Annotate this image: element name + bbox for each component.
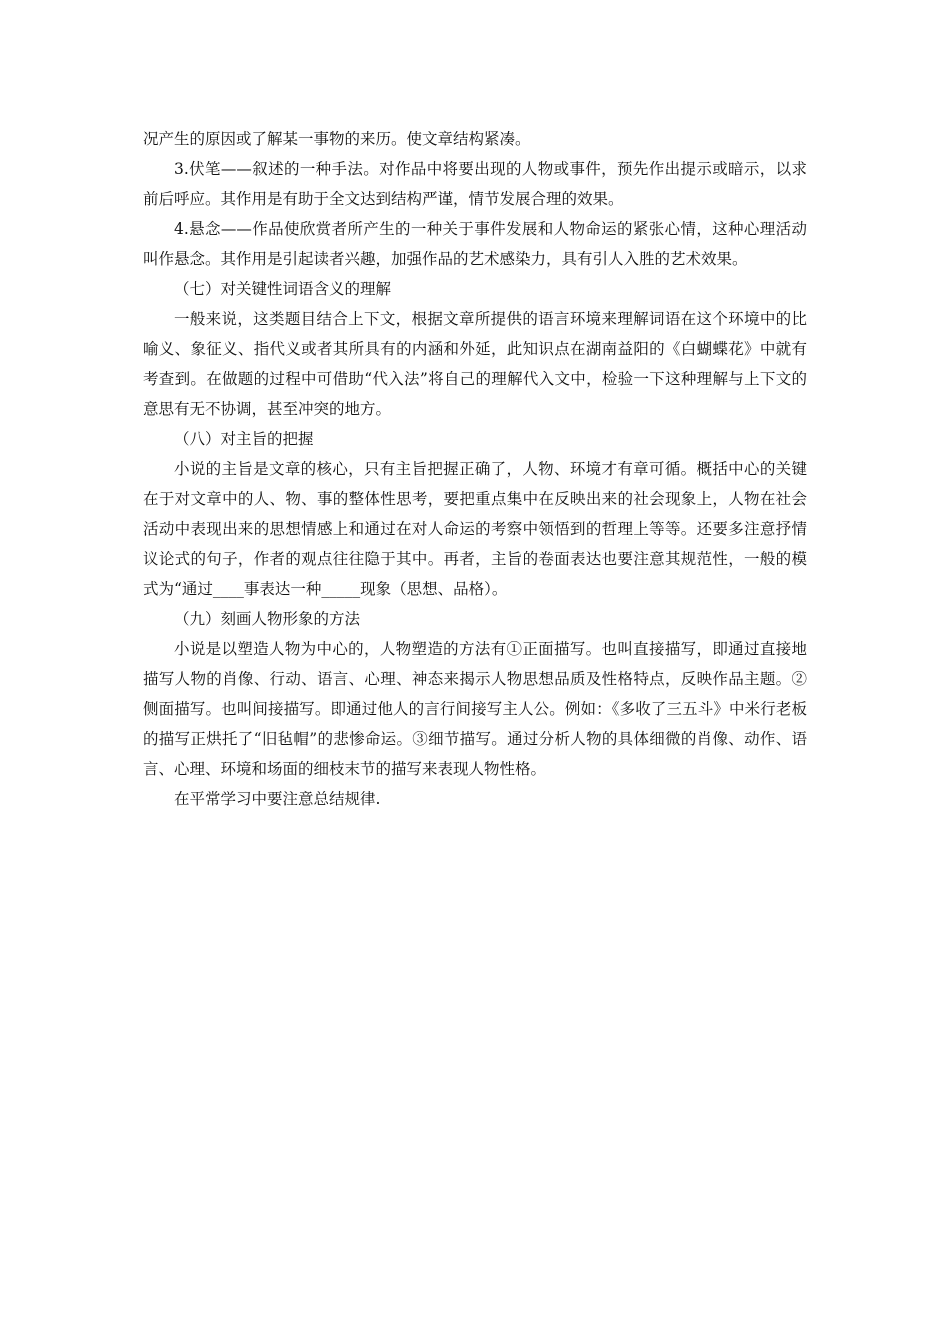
paragraph-foreshadowing: 3.伏笔——叙述的一种手法。对作品中将要出现的人物或事件，预先作出提示或暗示，以求前后呼应。其作用是有助于全文达到结构严谨，情节发展合理的效果。	[143, 160, 807, 208]
section-heading-characterization: （九）刻画人物形象的方法	[174, 610, 361, 628]
document-page	[143, 124, 807, 814]
paragraph-continuation: 况产生的原因或了解某一事物的来历。使文章结构紧凑。	[143, 130, 531, 148]
paragraph-keywords: 一般来说，这类题目结合上下文，根据文章所提供的语言环境来理解词语在这个环境中的比喻义、象征义、指代义或者其所具有的内涵和外延，此知识点在湖南益阳的《白蝴蝶花》中就有考查到。在做题的过程中可借助“代入法”将自己的理解代入文中，检验一下这种理解与上下文的意思有无不协调，甚至冲突的地方。	[143, 310, 807, 418]
paragraph-theme: 小说的主旨是文章的核心，只有主旨把握正确了，人物、环境才有章可循。概括中心的关键在于对文章中的人、物、事的整体性思考，要把重点集中在反映出来的社会现象上，人物在社会活动中表现出来的思想情感上和通过在对人命运的考察中领悟到的哲理上等等。还要多注意抒情议论式的句子，作者的观点往往隐于其中。再者，主旨的卷面表达也要注意其规范性，一般的模式为“通过____事表达一种_____现象（思想、品格）。	[143, 460, 807, 598]
section-heading-theme: （八）对主旨的把握	[174, 430, 314, 448]
paragraph-characterization: 小说是以塑造人物为中心的，人物塑造的方法有①正面描写。也叫直接描写，即通过直接地描写人物的肖像、行动、语言、心理、神态来揭示人物思想品质及性格特点，反映作品主题。②侧面描写。也叫间接描写。即通过他人的言行间接写主人公。例如：《多收了三五斗》中米行老板的描写正烘托了“旧毡帽”的悲惨命运。③细节描写。通过分析人物的具体细微的肖像、动作、语言、心理、环境和场面的细枝末节的描写来表现人物性格。	[143, 640, 807, 778]
paragraph-suspense: 4.悬念——作品使欣赏者所产生的一种关于事件发展和人物命运的紧张心情，这种心理活动叫作悬念。其作用是引起读者兴趣，加强作品的艺术感染力，具有引人入胜的艺术效果。	[143, 220, 807, 268]
section-heading-keywords: （七）对关键性词语含义的理解	[174, 280, 392, 298]
paragraph-summary: 在平常学习中要注意总结规律.	[174, 790, 381, 808]
